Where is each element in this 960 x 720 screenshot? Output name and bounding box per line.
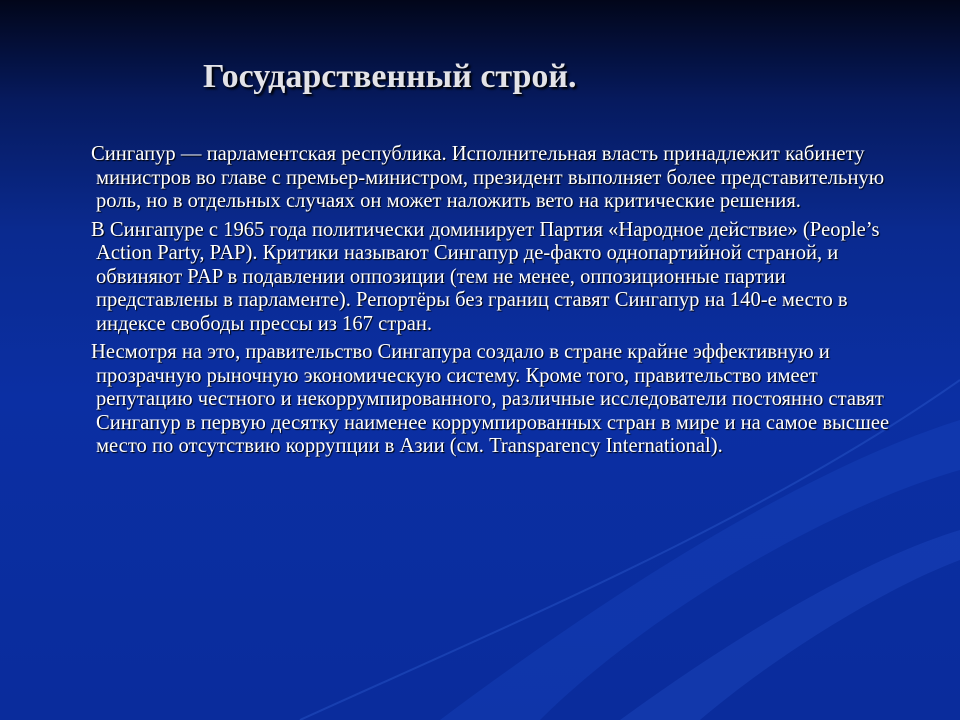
paragraph-political-party: В Сингапуре с 1965 года политически доминирует Партия «Народное действие» (People’s Action Party, PAP). Критики называют Сингапур де-факто однопартийной страной, и обвиняют PAP в подавлении оппозиции (тем не менее, оппозиционные партии представлены в парламенте). Репортёры без границ ставят Сингапур на 140-е место в индексе свободы прессы из 167 стран. (91, 218, 880, 335)
paragraph-economy-corruption: Несмотря на это, правительство Сингапура создало в стране крайне эффективную и прозрачную рыночную экономическую систему. Кроме того, правительство имеет репутацию честного и некоррумпированного, различные исследователи постоянно ставят Сингапур в первую десятку наименее коррумпированных стран в мире и на самое высшее место по отсутствию коррупции в Азии (см. Transparency International). (91, 341, 890, 457)
paragraph-government-structure: Сингапур — парламентская республика. Исполнительная власть принадлежит кабинету министров во главе с премьер-министром, президент выполняет более представительную роль, но в отдельных случаях он может наложить вето на критические решения. (91, 143, 885, 212)
slide-body (91, 143, 908, 464)
slide-title: Государственный строй. (203, 58, 577, 95)
